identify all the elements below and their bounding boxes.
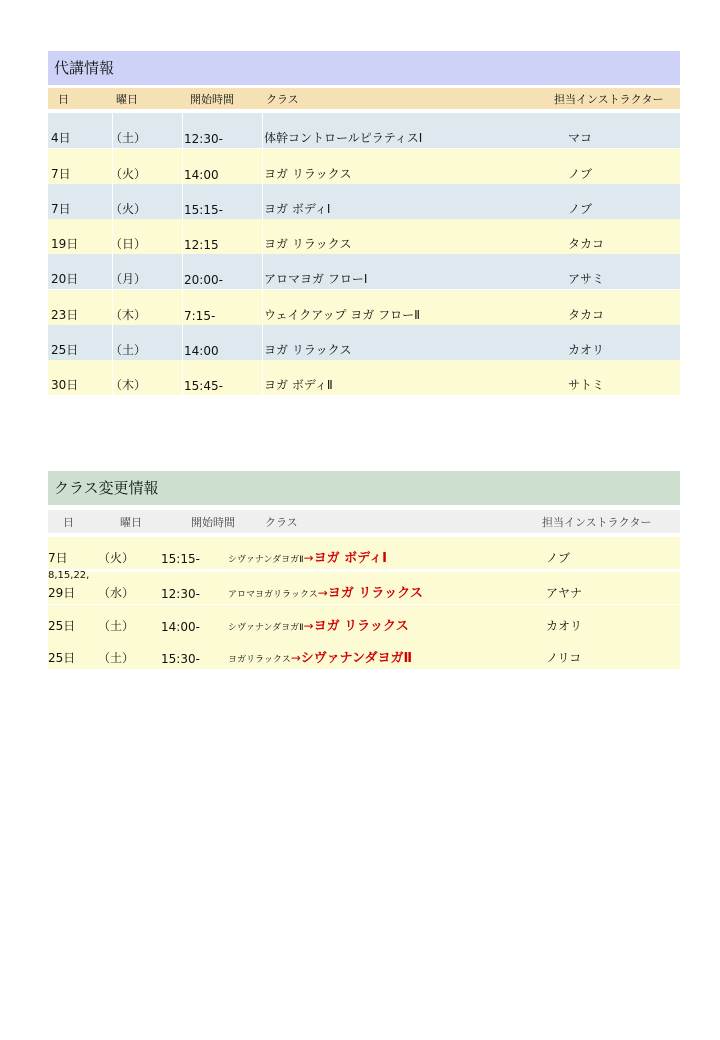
table-row <box>48 360 680 395</box>
substitute-section-title: 代講情報 <box>48 51 680 85</box>
class-to: ヨガ ボディⅠ <box>313 551 387 566</box>
cell-divider <box>182 325 183 360</box>
header-class: クラス <box>266 92 299 106</box>
header-class: クラス <box>265 515 298 529</box>
arrow-icon: → <box>317 586 328 600</box>
row-instructor: タカコ <box>568 308 605 322</box>
row-time: 12:30- <box>184 132 223 146</box>
row-day: 25日 <box>48 619 76 633</box>
row-day: 19日 <box>51 237 79 251</box>
row-class: ヨガ ボディⅠ <box>264 202 331 216</box>
row-class: 体幹コントロールピラティスⅠ <box>264 131 423 145</box>
cell-divider <box>182 184 183 219</box>
changes-table-header <box>48 510 680 533</box>
table-row <box>48 537 680 569</box>
row-time: 12:15 <box>184 238 219 252</box>
row-day: 23日 <box>51 308 79 322</box>
row-time: 7:15- <box>184 309 216 323</box>
table-row <box>48 637 680 669</box>
row-day: 7日 <box>51 202 71 216</box>
table-row <box>48 290 680 325</box>
row-time: 12:30- <box>161 587 200 601</box>
row-weekday: （日） <box>110 237 147 251</box>
table-row <box>48 605 680 637</box>
row-class: ヨガ ボディⅡ <box>264 378 333 392</box>
header-instructor: 担当インストラクター <box>554 92 664 106</box>
row-day-extra: 8,15,22, <box>48 570 90 581</box>
row-day: 30日 <box>51 378 79 392</box>
changes-section-title: クラス変更情報 <box>48 471 680 505</box>
cell-divider <box>182 290 183 325</box>
row-time: 15:15- <box>161 552 200 566</box>
row-time: 14:00 <box>184 168 219 182</box>
row-weekday: （月） <box>110 272 147 286</box>
header-weekday: 曜日 <box>116 92 138 106</box>
class-from: アロマヨガリラックス <box>228 590 318 600</box>
table-row <box>48 325 680 360</box>
cell-divider <box>182 254 183 289</box>
row-weekday: （水） <box>98 586 135 600</box>
row-time: 15:15- <box>184 203 223 217</box>
cell-divider <box>182 149 183 184</box>
row-time: 14:00 <box>184 344 219 358</box>
cell-divider <box>262 360 263 395</box>
row-weekday: （火） <box>110 167 147 181</box>
row-weekday: （木） <box>110 378 147 392</box>
class-to: ヨガ リラックス <box>327 586 423 601</box>
row-day: 4日 <box>51 131 71 145</box>
row-weekday: （土） <box>110 131 147 145</box>
header-weekday: 曜日 <box>120 515 142 529</box>
arrow-icon: → <box>303 619 314 633</box>
row-day: 7日 <box>48 551 68 565</box>
row-time: 15:30- <box>161 652 200 666</box>
row-class-change <box>228 547 387 566</box>
row-time: 15:45- <box>184 379 223 393</box>
row-class: ヨガ リラックス <box>264 237 352 251</box>
row-class-change <box>228 647 412 666</box>
row-weekday: （土） <box>98 619 135 633</box>
class-from: ヨガリラックス <box>228 655 291 665</box>
row-class: ヨガ リラックス <box>264 343 352 357</box>
row-time: 14:00- <box>161 620 200 634</box>
arrow-icon: → <box>290 651 301 665</box>
row-instructor: ノリコ <box>546 651 582 665</box>
cell-divider <box>182 219 183 254</box>
table-row <box>48 184 680 219</box>
row-time: 20:00- <box>184 273 223 287</box>
row-weekday: （土） <box>98 651 135 665</box>
row-day: 7日 <box>51 167 71 181</box>
class-to: シヴァナンダヨガⅡ <box>300 651 413 666</box>
row-instructor: ノブ <box>546 551 571 565</box>
row-instructor: サトミ <box>568 378 605 392</box>
table-row <box>48 219 680 254</box>
cell-divider <box>262 219 263 254</box>
row-instructor: カオリ <box>546 619 583 633</box>
cell-divider <box>262 254 263 289</box>
row-weekday: （木） <box>110 308 147 322</box>
cell-divider <box>262 149 263 184</box>
header-time: 開始時間 <box>191 515 235 529</box>
header-day: 日 <box>58 92 69 106</box>
class-to: ヨガ リラックス <box>313 619 409 634</box>
row-instructor: ノブ <box>568 202 593 216</box>
cell-divider <box>262 184 263 219</box>
row-instructor: アヤナ <box>546 586 583 600</box>
table-row <box>48 254 680 289</box>
cell-divider <box>182 360 183 395</box>
row-instructor: マコ <box>568 131 593 145</box>
table-row <box>48 113 680 148</box>
cell-divider <box>262 113 263 148</box>
row-instructor: アサミ <box>568 272 605 286</box>
header-day: 日 <box>63 515 74 529</box>
row-instructor: カオリ <box>568 343 605 357</box>
row-weekday: （土） <box>110 343 147 357</box>
row-weekday: （火） <box>98 551 135 565</box>
row-day: 29日 <box>48 586 76 600</box>
class-from: シヴァナンダヨガⅡ <box>228 555 304 565</box>
row-class: ヨガ リラックス <box>264 167 352 181</box>
header-instructor: 担当インストラクター <box>542 515 652 529</box>
cell-divider <box>182 113 183 148</box>
substitute-table-header <box>48 88 680 109</box>
row-class-change <box>228 615 409 634</box>
row-day: 20日 <box>51 272 79 286</box>
row-class: アロマヨガ フローⅠ <box>264 272 368 286</box>
row-day: 25日 <box>51 343 79 357</box>
row-class: ウェイクアップ ヨガ フローⅡ <box>264 308 420 322</box>
row-instructor: タカコ <box>568 237 605 251</box>
row-instructor: ノブ <box>568 167 593 181</box>
class-from: シヴァナンダヨガⅡ <box>228 623 304 633</box>
table-row <box>48 572 680 604</box>
table-row <box>48 149 680 184</box>
row-day: 25日 <box>48 651 76 665</box>
row-weekday: （火） <box>110 202 147 216</box>
arrow-icon: → <box>303 551 314 565</box>
cell-divider <box>262 290 263 325</box>
row-class-change <box>228 582 423 601</box>
header-time: 開始時間 <box>190 92 234 106</box>
cell-divider <box>262 325 263 360</box>
